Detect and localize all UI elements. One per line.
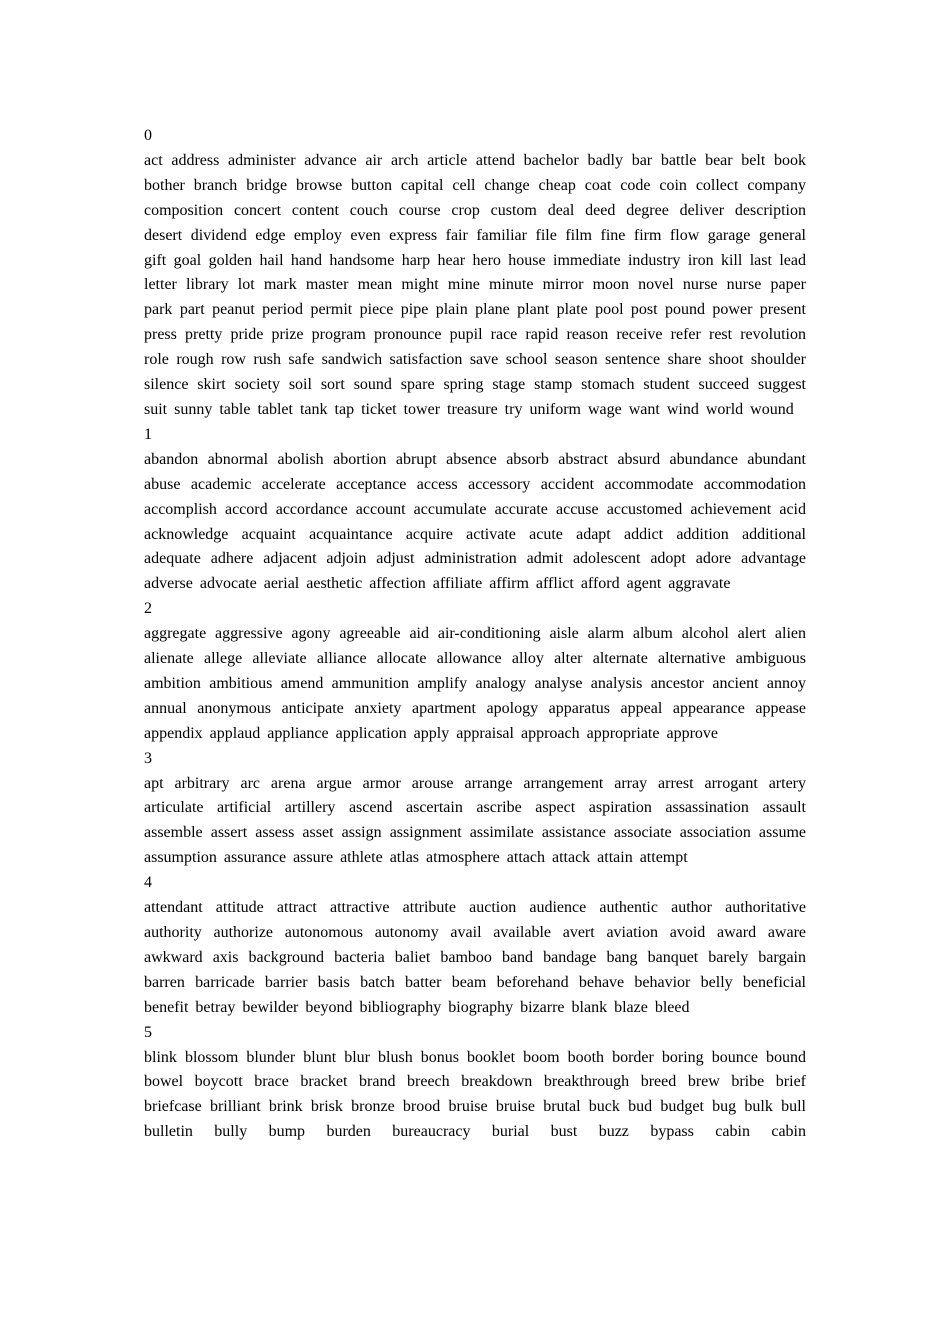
section-number: 1 [144, 425, 152, 443]
section-word-list: act address administer advance air arch article attend bachelor badly bar battle bear belt book bother branch bridge browse button capital cell change cheap coat code coin collect company composition concert content couch course crop custom deal deed degree deliver description desert dividend edge employ even express fair familiar file film fine firm flow garage general gift goal golden hail hand handsome harp hear hero house immediate industry iron kill last lead letter library lot mark master mean might mine minute mirror moon novel nurse nurse paper park part peanut period permit piece pipe plain plane plant plate pool post pound power present press pretty pride prize program pronounce pupil race rapid reason receive refer rest revolution role rough row rush safe sandwich satisfaction save school season sentence share shoot shoulder silence skirt society soil sort sound spare spring stage stamp stomach student succeed suggest suit sunny table tablet tank tap ticket tower treasure try uniform wage want wind world wound [144, 151, 806, 418]
section-number: 3 [144, 749, 152, 767]
section-number: 2 [144, 600, 152, 618]
section-0 [144, 124, 806, 423]
section-number: 5 [144, 1023, 152, 1041]
section-1 [144, 423, 806, 597]
word-list-page [144, 124, 806, 1145]
section-word-list: aggregate aggressive agony agreeable aid air-conditioning aisle alarm album alcohol alert alien alienate allege alleviate alliance allocate allowance alloy alter alternate alternative ambiguous ambition ambitious amend ammunition amplify analogy analyse analysis ancestor ancient annoy annual anonymous anticipate anxiety apartment apology apparatus appeal appearance appease appendix applaud appliance application apply appraisal approach appropriate approve [144, 625, 806, 742]
section-word-list: attendant attitude attract attractive attribute auction audience authentic author authoritative authority authorize autonomous autonomy avail available avert aviation avoid award aware awkward axis background bacteria baliet bamboo band bandage bang banquet barely bargain barren barricade barrier basis batch batter beam beforehand behave behavior belly beneficial benefit betray bewilder beyond bibliography biography bizarre blank blaze bleed [144, 899, 806, 1016]
section-number: 0 [144, 127, 152, 144]
section-word-list: apt arbitrary arc arena argue armor arouse arrange arrangement array arrest arrogant artery articulate artificial artillery ascend ascertain ascribe aspect aspiration assassination assault assemble assert assess asset assign assignment assimilate assistance associate association assume assumption assurance assure athlete atlas atmosphere attach attack attain attempt [144, 774, 806, 867]
section-number: 4 [144, 874, 152, 892]
section-5 [144, 1021, 806, 1146]
section-word-list: abandon abnormal abolish abortion abrupt absence absorb abstract absurd abundance abundant abuse academic accelerate acceptance access accessory accident accommodate accommodation accomplish accord accordance account accumulate accurate accuse accustomed achievement acid acknowledge acquaint acquaintance acquire activate acute adapt addict addition additional adequate adhere adjacent adjoin adjust administration admit adolescent adopt adore advantage adverse advocate aerial aesthetic affection affiliate affirm afflict afford agent aggravate [144, 450, 806, 593]
section-3 [144, 747, 806, 872]
section-word-list: blink blossom blunder blunt blur blush bonus booklet boom booth border boring bounce bound bowel boycott brace bracket brand breech breakdown breakthrough breed brew bribe brief briefcase brilliant brink brisk bronze brood bruise bruise brutal buck bud budget bug bulk bull bulletin bully bump burden bureaucracy burial bust buzz bypass cabin cabin [144, 1048, 806, 1141]
section-4 [144, 871, 806, 1020]
section-2 [144, 597, 806, 746]
